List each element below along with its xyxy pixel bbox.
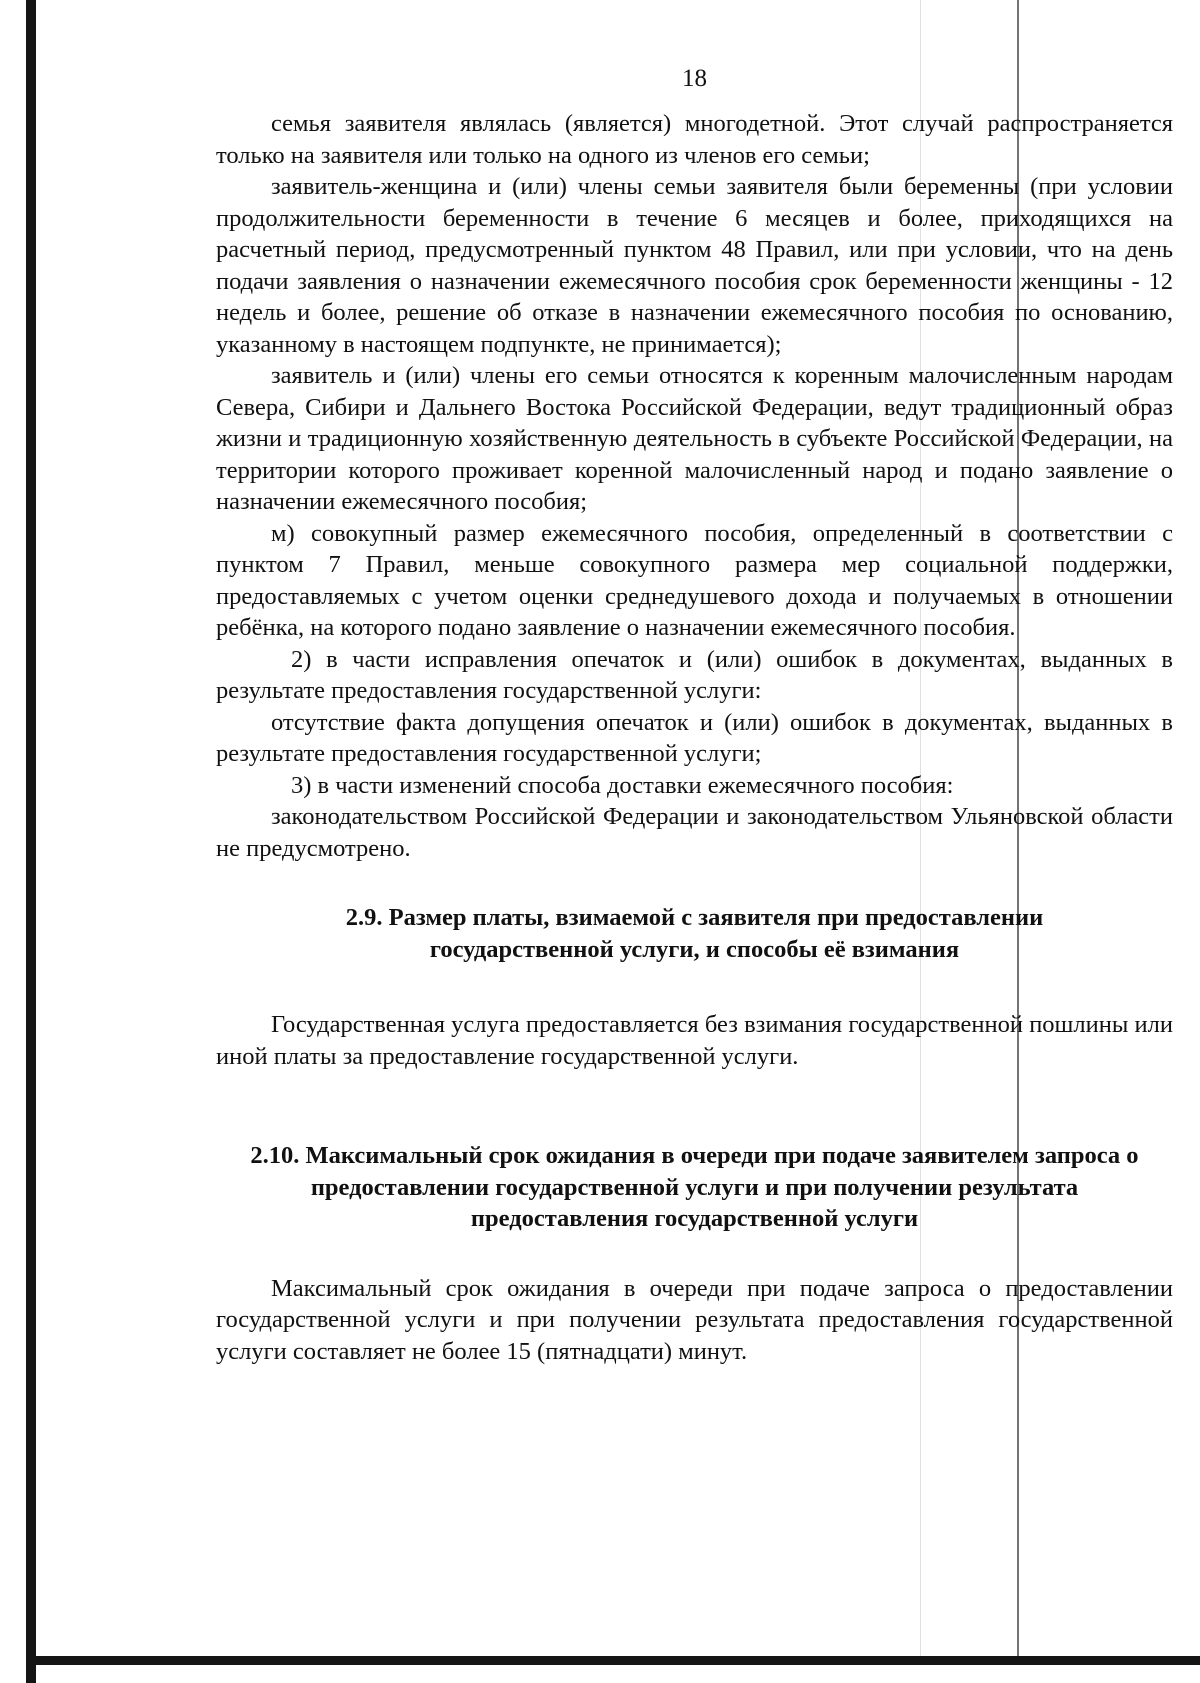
section-heading-2-10: 2.10. Максимальный срок ожидания в очереди при подаче заявителем запроса о предоставлении государственной услуги и при получении результата предоставления государственной услуги <box>250 1142 1139 1232</box>
paragraph-pregnancy: заявитель-женщина и (или) члены семьи заявителя были беременны (при условии продолжительности беременности в течение 6 месяцев и более, приходящихся на расчетный период, предусмотренный пунктом 48 Правил, или при условии, что на день подачи заявления о назначении ежемесячного пособия срок беременности женщины - 12 недель и более, решение об отказе в назначении ежемесячного пособия по основанию, указанному в настоящем подпункте, не принимается); <box>216 173 1173 358</box>
paragraph-item-2: 2) в части исправления опечаток и (или) ошибок в документах, выданных в результате предоставления государственной услуги: <box>216 645 1173 704</box>
paragraph-large-family: семья заявителя являлась (является) многодетной. Этот случай распространяется только на заявителя или только на одного из членов его семьи; <box>216 110 1173 169</box>
section-text-2-9: Государственная услуга предоставляется без взимания государственной пошлины или иной платы за предоставление государственной услуги. <box>216 1011 1173 1070</box>
paragraph-indigenous-peoples: заявитель и (или) члены его семьи относятся к коренным малочисленным народам Севера, Сибири и Дальнего Востока Российской Федерации, ведут традиционный образ жизни и традиционную хозяйственную деятельность в субъекте Российской Федерации, на территории которого проживает коренной малочисленный народ и подано заявление о назначении ежемесячного пособия; <box>216 362 1173 515</box>
section-text-2-10: Максимальный срок ожидания в очереди при подаче запроса о предоставлении государственной услуги и при получении результата предоставления государственной услуги составляет не более 15 (пятнадцати) минут. <box>216 1274 1173 1365</box>
scan-bottom-border <box>26 1656 1200 1665</box>
page-number: 18 <box>682 65 707 92</box>
paragraph-not-provided: законодательством Российской Федерации и законодательством Ульяновской области не предусмотрено. <box>216 803 1173 862</box>
paragraph-item-3: 3) в части изменений способа доставки ежемесячного пособия: <box>291 771 954 799</box>
scan-left-border <box>26 0 36 1683</box>
paragraph-no-typos: отсутствие факта допущения опечаток и (или) ошибок в документах, выданных в результате предоставления государственной услуги; <box>216 708 1173 767</box>
paragraph-subitem-m: м) совокупный размер ежемесячного пособия, определенный в соответствии с пунктом 7 Правил, меньше совокупного размера мер социальной поддержки, предоставляемых с учетом оценки среднедушевого дохода и получаемых в отношении ребёнка, на которого подано заявление о назначении ежемесячного пособия. <box>216 519 1173 641</box>
document-page <box>216 62 1173 1367</box>
section-heading-2-9: 2.9. Размер платы, взимаемой с заявителя при предоставлении государственной услуги, и способы её взимания <box>345 904 1044 963</box>
